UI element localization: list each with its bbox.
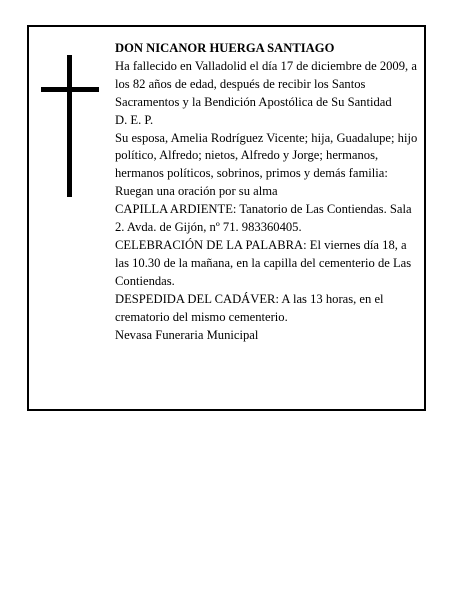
death-announcement: Ha fallecido en Valladolid el día 17 de diciembre de 2009, a los 82 años de edad, después de recibir los Santos Sacramentos y la Bendición Apostólica de Su Santidad xyxy=(115,58,417,109)
farewell-label: DESPEDIDA DEL CADÁVER: xyxy=(115,291,279,306)
celebration-text: El viernes día 18, a las 10.30 de la mañana, en la capilla del cementerio de Las Contiendas. xyxy=(115,237,412,288)
celebration-info xyxy=(115,237,423,291)
obituary-notice xyxy=(27,25,426,411)
cross-vertical-bar xyxy=(67,55,72,197)
chapel-label: CAPILLA ARDIENTE: xyxy=(115,202,237,217)
farewell-info xyxy=(115,291,423,327)
cross-horizontal-bar xyxy=(41,87,99,92)
dep-line: D. E. P. xyxy=(115,112,154,127)
farewell-text: A las 13 horas, en el crematorio del mismo cementerio. xyxy=(115,291,384,324)
deceased-name: DON NICANOR HUERGA SANTIAGO xyxy=(115,41,335,55)
chapel-info xyxy=(115,201,423,237)
funeral-home: Nevasa Funeraria Municipal xyxy=(115,327,259,342)
family-list: Su esposa, Amelia Rodríguez Vicente; hija, Guadalupe; hijo político, Alfredo; nietos, Alfredo y Jorge; hermanos, hermanos políticos, sobrinos, primos y demás familia: xyxy=(115,130,418,181)
cross-icon xyxy=(41,55,99,197)
notice-body xyxy=(115,40,423,344)
prayer-request: Ruegan una oración por su alma xyxy=(115,184,278,199)
celebration-label: CELEBRACIÓN DE LA PALABRA: xyxy=(115,237,307,252)
chapel-text: Tanatorio de Las Contiendas. Sala 2. Avda. de Gijón, nº 71. 983360405. xyxy=(115,202,412,235)
